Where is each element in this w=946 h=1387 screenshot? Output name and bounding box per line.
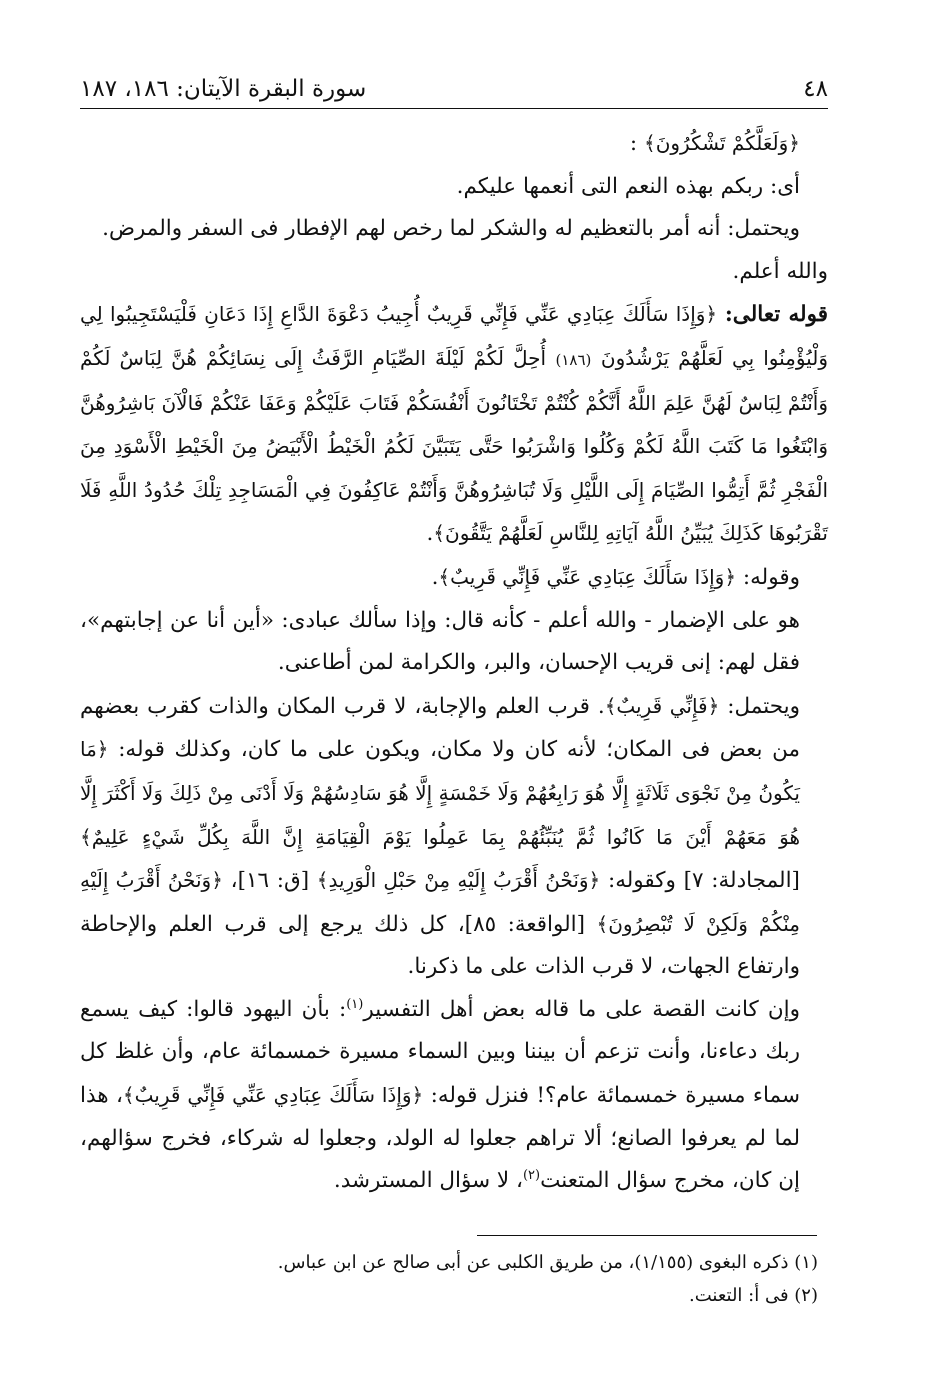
quran-quote: ﴿وَإِذَا سَأَلَكَ عِبَادِي عَنِّي فَإِنِّي قَرِيبٌ﴾ (122, 1083, 424, 1108)
page-header (80, 62, 828, 102)
quran-quote: ﴿مَا يَكُونُ مِنْ نَجْوَى ثَلَاثَةٍ إِلَّا هُوَ رَابِعُهُمْ وَلَا خَمْسَةٍ إِلَّا هُوَ سَادِسُهُمْ وَلَا أَدْنَى مِنْ ذَلِكَ وَلَا أَكْثَرَ إِلَّا هُوَ مَعَهُمْ أَيْنَ مَا كَانُوا ثُمَّ يُنَبِّئُهُمْ بِمَا عَمِلُوا يَوْمَ الْقِيَامَةِ إِنَّ اللَّهَ بِكُلِّ شَيْءٍ عَلِيمٌ﴾ (80, 737, 800, 849)
main-text (80, 122, 828, 1203)
quran-quote: أُحِلَّ لَكُمْ لَيْلَةَ الصِّيَامِ الرَّفَثُ إِلَى نِسَائِكُمْ هُنَّ لِبَاسٌ لَكُمْ وَأَنْتُمْ لِبَاسٌ لَهُنَّ عَلِمَ اللَّهُ أَنَّكُمْ كُنْتُمْ تَخْتَانُونَ أَنْفُسَكُمْ فَتَابَ عَلَيْكُمْ وَعَفَا عَنْكُمْ فَالْآنَ بَاشِرُوهُنَّ وَابْتَغُوا مَا كَتَبَ اللَّهُ لَكُمْ وَكُلُوا وَاشْرَبُوا حَتَّى يَتَبَيَّنَ لَكُمُ الْخَيْطُ الْأَبْيَضُ مِنَ الْخَيْطِ الْأَسْوَدِ مِنَ الْفَجْرِ ثُمَّ أَتِمُّوا الصِّيَامَ إِلَى اللَّيْلِ وَلَا تُبَاشِرُوهُنَّ وَأَنْتُمْ عَاكِفُونَ فِي الْمَسَاجِدِ تِلْكَ حُدُودُ اللَّهِ فَلَا تَقْرَبُوهَا كَذَلِكَ يُبَيِّنُ اللَّهُ آيَاتِهِ لِلنَّاسِ لَعَلَّهُمْ يَتَّقُونَ﴾ (80, 345, 828, 546)
surah-reference: [ق: ١٦]، (230, 868, 310, 894)
footnote-marker: (١) (346, 996, 364, 1012)
paragraph-3: ويحتمل: أنه أمر بالتعظيم له والشكر لما رخص لهم الإفطار فى السفر والمرض. (102, 216, 800, 242)
quran-quote: ﴿وَنَحْنُ أَقْرَبُ إِلَيْهِ مِنْ حَبْلِ الْوَرِيدِ﴾ (316, 868, 601, 893)
paragraph-1: ﴿وَلَعَلَّكُمْ تَشْكُرُونَ﴾ : (629, 131, 800, 156)
surah-reference: [المجادلة: ٧] (683, 868, 800, 894)
footnote-2: (٢) فى أ: التعنت. (689, 1285, 818, 1306)
page-number: ٤٨ (803, 76, 828, 102)
verse-lead: قوله تعالى: (724, 302, 828, 328)
quran-quote: ﴿وَإِذَا سَأَلَكَ عِبَادِي عَنِّي فَإِنِّي قَرِيبٌ﴾ (438, 564, 737, 589)
quran-quote: ﴿وَلَعَلَّكُمْ تَشْكُرُونَ﴾ (643, 131, 800, 155)
footnote-marker: (٢) (522, 1168, 541, 1184)
paragraph-4: والله أعلم. (732, 258, 828, 284)
header-divider (80, 108, 828, 109)
running-title: سورة البقرة الآيتان: ١٨٦، ١٨٧ (80, 76, 367, 102)
surah-reference: [الواقعة: ٨٥]، (457, 911, 586, 937)
paragraph-2: أى: ربكم بهذه النعم التى أنعمها عليكم. (456, 173, 800, 199)
quran-quote: ﴿وَإِذَا سَأَلَكَ عِبَادِي عَنِّي فَإِنِّي قَرِيبٌ أُجِيبُ دَعْوَةَ الدَّاعِ إِذَا دَعَانِ فَلْيَسْتَجِيبُوا لِي وَلْيُؤْمِنُوا بِي لَعَلَّهُمْ يَرْشُدُونَ (80, 302, 828, 370)
paragraph-6: وقوله: ﴿وَإِذَا سَأَلَكَ عِبَادِي عَنِّي فَإِنِّي قَرِيبٌ﴾. (431, 564, 800, 590)
footnote-1: (١) ذكره البغوى (١/١٥٥)، من طريق الكلبى عن أبى صالح عن ابن عباس. (277, 1252, 818, 1273)
paragraph-7: هو على الإضمار - والله أعلم - كأنه قال: وإذا سألك عبادى: «أين أنا عن إجابتهم»، فقل لهم: إنى قريب الإحسان، والبر، والكرامة لمن أطاعنى. (80, 607, 800, 676)
paragraph-8: ويحتمل: ﴿فَإِنِّي قَرِيبٌ﴾. قرب العلم والإجابة، لا قرب المكان والذات كقرب بعضهم من بعض فى المكان؛ لأنه كان ولا مكان، ويكون على ما كان، وكذلك قوله: ﴿مَا يَكُونُ مِنْ نَجْوَى ثَلَاثَةٍ إِلَّا هُوَ رَابِعُهُمْ وَلَا خَمْسَةٍ إِلَّا هُوَ سَادِسُهُمْ وَلَا أَدْنَى مِنْ ذَلِكَ وَلَا أَكْثَرَ إِلَّا هُوَ مَعَهُمْ أَيْنَ مَا كَانُوا ثُمَّ يُنَبِّئُهُمْ بِمَا عَمِلُوا يَوْمَ الْقِيَامَةِ إِنَّ اللَّهَ بِكُلِّ شَيْءٍ عَلِيمٌ﴾ [المجادلة: ٧] وكقوله: ﴿وَنَحْنُ أَقْرَبُ إِلَيْهِ مِنْ حَبْلِ الْوَرِيدِ﴾ [ق: ١٦]، ﴿وَنَحْنُ أَقْرَبُ إِلَيْهِ مِنْكُمْ وَلَكِنْ لَا تُبْصِرُونَ﴾ [الواقعة: ٨٥]، كل ذلك يرجع إلى قرب العلم والإحاطة وارتفاع الجهات، لا قرب الذات على ما ذكرنا. (80, 693, 800, 980)
paragraph-9: وإن كانت القصة على ما قاله بعض أهل التفسير$^{(١)}$: بأن اليهود قالوا: كيف يسمع ربك دعاءنا، وأنت تزعم أن بيننا وبين السماء مسيرة خمسمائة عام، وأن غلظ كل سماء مسيرة خمسمائة عام؟! فنزل قوله: ﴿وَإِذَا سَأَلَكَ عِبَادِي عَنِّي فَإِنِّي قَرِيبٌ﴾، هذا لما لم يعرفوا الصانع؛ ألا تراهم جعلوا له الولد، وجعلوا له شركاء، فخرج سؤالهم، إن كان، مخرج سؤال المتعنت$^{(٢)}$، لا سؤال المسترشد. (80, 996, 800, 1194)
paragraph-5: قوله تعالى: ﴿وَإِذَا سَأَلَكَ عِبَادِي عَنِّي فَإِنِّي قَرِيبٌ أُجِيبُ دَعْوَةَ الدَّاعِ إِذَا دَعَانِ فَلْيَسْتَجِيبُوا لِي وَلْيُؤْمِنُوا بِي لَعَلَّهُمْ يَرْشُدُونَ (١٨٦) أُحِلَّ لَكُمْ لَيْلَةَ الصِّيَامِ الرَّفَثُ إِلَى نِسَائِكُمْ هُنَّ لِبَاسٌ لَكُمْ وَأَنْتُمْ لِبَاسٌ لَهُنَّ عَلِمَ اللَّهُ أَنَّكُمْ كُنْتُمْ تَخْتَانُونَ أَنْفُسَكُمْ فَتَابَ عَلَيْكُمْ وَعَفَا عَنْكُمْ فَالْآنَ بَاشِرُوهُنَّ وَابْتَغُوا مَا كَتَبَ اللَّهُ لَكُمْ وَكُلُوا وَاشْرَبُوا حَتَّى يَتَبَيَّنَ لَكُمُ الْخَيْطُ الْأَبْيَضُ مِنَ الْخَيْطِ الْأَسْوَدِ مِنَ الْفَجْرِ ثُمَّ أَتِمُّوا الصِّيَامَ إِلَى اللَّيْلِ وَلَا تُبَاشِرُوهُنَّ وَأَنْتُمْ عَاكِفُونَ فِي الْمَسَاجِدِ تِلْكَ حُدُودُ اللَّهِ فَلَا تَقْرَبُوهَا كَذَلِكَ يُبَيِّنُ اللَّهُ آيَاتِهِ لِلنَّاسِ لَعَلَّهُمْ يَتَّقُونَ﴾. (80, 302, 828, 547)
quran-quote: ﴿وَنَحْنُ أَقْرَبُ إِلَيْهِ مِنْكُمْ وَلَكِنْ لَا تُبْصِرُونَ﴾ (80, 868, 800, 936)
quran-quote: ﴿فَإِنِّي قَرِيبٌ﴾ (604, 693, 720, 718)
verse-number: (١٨٦) (555, 350, 592, 369)
footnote-divider (477, 1235, 817, 1236)
footnotes (80, 1246, 818, 1312)
